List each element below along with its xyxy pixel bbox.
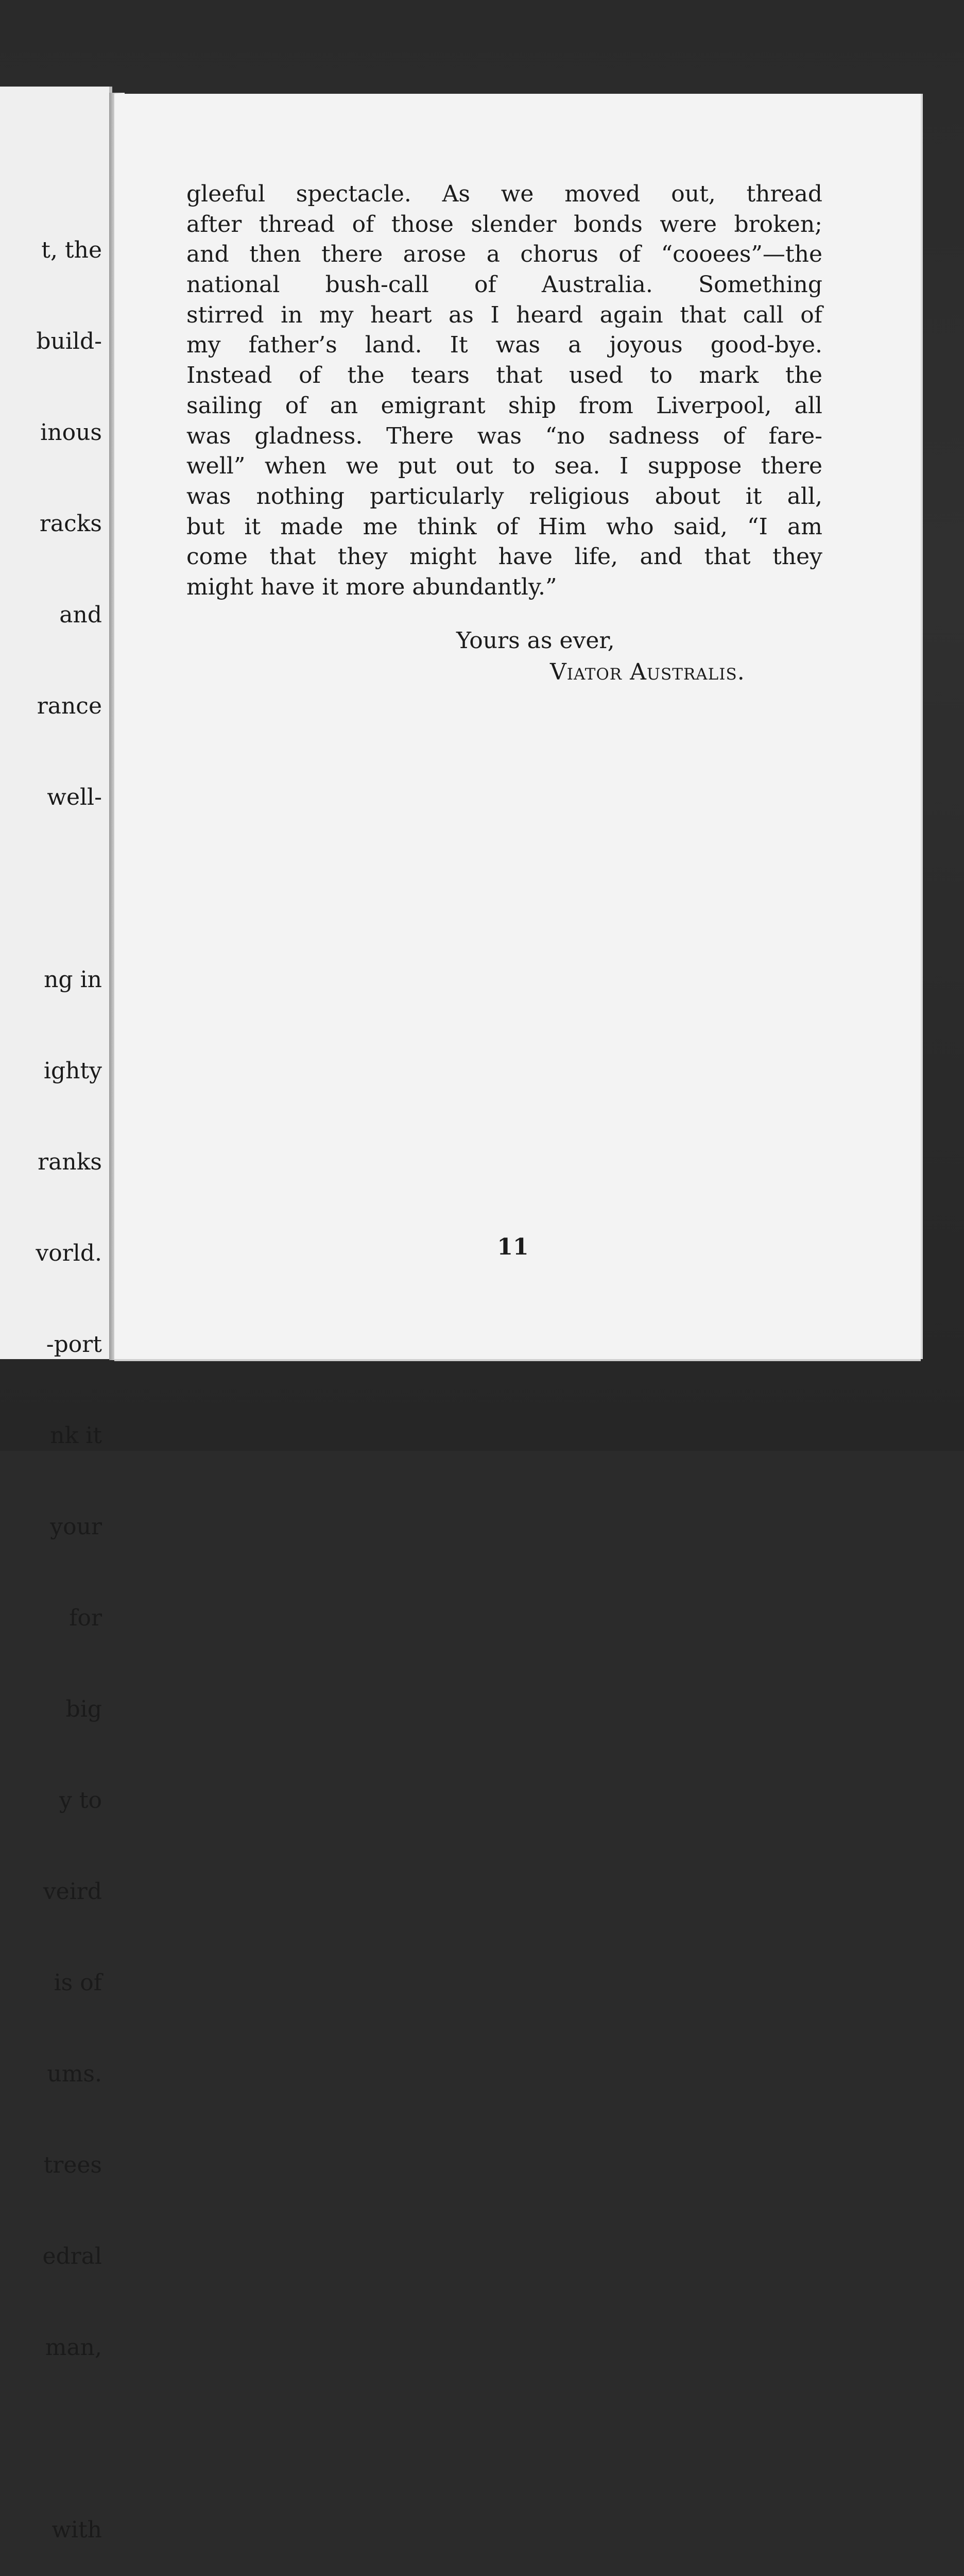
letter-signature: Viator Australis. xyxy=(550,659,745,685)
previous-page-line: ng in xyxy=(44,967,102,993)
previous-page-line: big xyxy=(65,1696,102,1722)
previous-page-line: rance xyxy=(37,693,102,719)
body-line: stirred in my heart as I heard again that call of xyxy=(186,301,822,328)
body-line: gleeful spectacle. As we moved out, thread xyxy=(186,181,822,207)
previous-page-line: build- xyxy=(36,328,102,354)
body-line: sailing of an emigrant ship from Liverpool, all xyxy=(186,392,822,419)
body-line: might have it more abundantly.” xyxy=(186,573,557,600)
previous-page-line: y to xyxy=(59,1787,102,1814)
previous-page-line: trees xyxy=(43,2152,102,2178)
previous-page-line: veird xyxy=(43,1878,102,1905)
letter-closing: Yours as ever, xyxy=(456,628,615,654)
previous-page-line: man, xyxy=(45,2334,102,2361)
previous-page-line: -port xyxy=(46,1331,102,1358)
previous-page-edge xyxy=(0,87,112,2543)
previous-page-line: inous xyxy=(40,419,102,446)
previous-page-line: vorld. xyxy=(36,1240,102,1266)
previous-page-line: for xyxy=(69,1605,102,1631)
page-number: 11 xyxy=(497,1234,529,1260)
body-line: come that they might have life, and that they xyxy=(186,544,822,570)
body-line: but it made me think of Him who said, “I am xyxy=(186,513,822,540)
previous-page-line: nk it xyxy=(50,1422,102,1449)
previous-page-text xyxy=(0,174,102,2576)
body-line: and then there arose a chorus of “cooees”—the xyxy=(186,241,822,268)
previous-page-line: well- xyxy=(47,784,102,810)
previous-page-line: is of xyxy=(54,1970,102,1996)
body-line: Instead of the tears that used to mark the xyxy=(186,362,822,389)
previous-page-line: t, the xyxy=(41,237,102,263)
body-line: well” when we put out to sea. I suppose there xyxy=(186,453,822,480)
body-line: was nothing particularly religious about it all, xyxy=(186,483,822,510)
body-line: after thread of those slender bonds were broken; xyxy=(186,211,822,238)
previous-page-line: ighty xyxy=(43,1058,102,1084)
previous-page-line xyxy=(0,873,102,904)
letter-body xyxy=(186,179,822,603)
body-line: my father’s land. It was a joyous good-bye. xyxy=(186,332,822,359)
previous-page-line: with xyxy=(51,2517,102,2543)
previous-page-line: ums. xyxy=(47,2061,102,2087)
previous-page-line: racks xyxy=(39,511,102,537)
body-line: was gladness. There was “no sadness of fare- xyxy=(186,422,822,449)
previous-page-line: your xyxy=(50,1514,102,1540)
body-line: national bush-call of Australia. Something xyxy=(186,272,822,298)
previous-page-line xyxy=(0,2424,102,2454)
current-page xyxy=(114,94,921,1359)
previous-page-line: edral xyxy=(42,2243,102,2269)
previous-page-line: and xyxy=(59,602,102,628)
previous-page-line: ranks xyxy=(38,1149,102,1175)
